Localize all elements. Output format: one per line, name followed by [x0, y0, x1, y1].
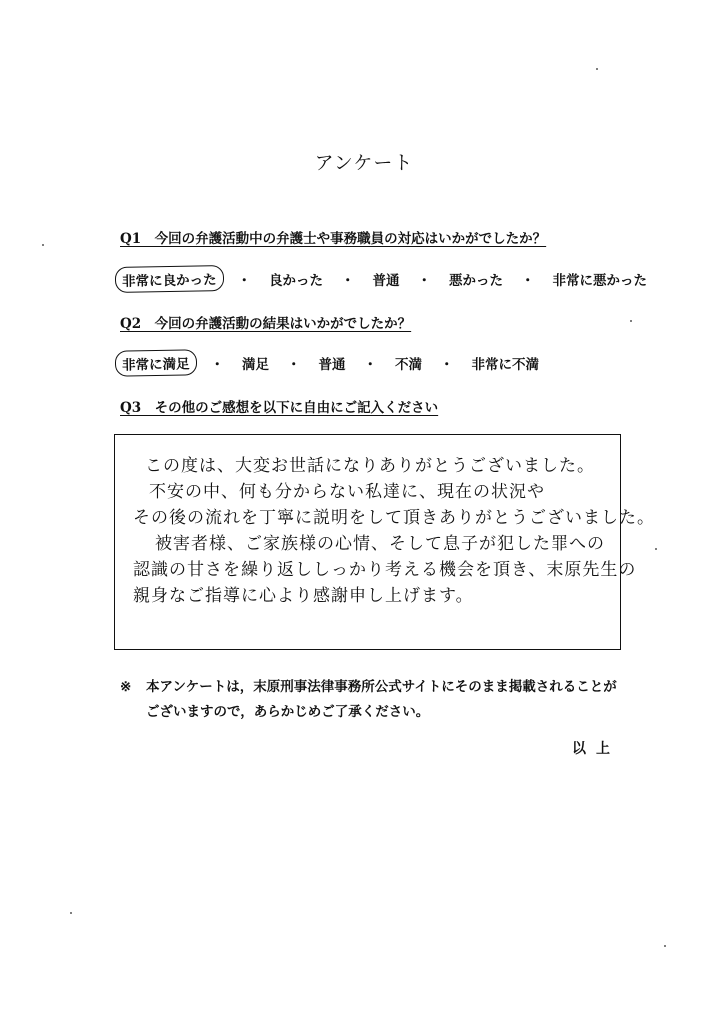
option-separator: ・ [440, 357, 454, 373]
q1-option-very-good[interactable]: 非常に良かった [115, 265, 224, 293]
scan-speck [630, 320, 632, 322]
q2-option-satisfied[interactable]: 満足 [242, 357, 269, 373]
comment-line: この度は、大変お世話になりありがとうございました。 [145, 456, 595, 476]
comment-line: 被害者様、ご家族様の心情、そして息子が犯した罪への [155, 534, 605, 554]
option-separator: ・ [287, 357, 301, 373]
comment-box[interactable] [114, 434, 655, 650]
note-text: 本アンケートは，末原刑事法律事務所公式サイトにそのまま掲載されることがございますので，あらかじめご了承ください。 [146, 679, 617, 720]
question-1-options [115, 266, 651, 292]
option-separator: ・ [210, 357, 224, 373]
q1-option-good[interactable]: 良かった [269, 273, 323, 289]
page-title: アンケート [314, 152, 414, 174]
comment-line: 認識の甘さを繰り返ししっかり考える機会を頂き、末原先生の [133, 560, 637, 580]
option-separator: ・ [341, 273, 355, 289]
q2-option-very-satisfied[interactable]: 非常に満足 [115, 349, 197, 376]
scan-speck [664, 945, 666, 947]
question-2-options [115, 350, 543, 376]
comment-line: 不安の中、何も分からない私達に、現在の状況や [149, 482, 545, 502]
option-separator: ・ [521, 273, 535, 289]
handwritten-comment [133, 453, 655, 609]
question-1: Q1 今回の弁護活動中の弁護士や事務職員の対応はいかがでしたか？ [120, 231, 547, 247]
reference-mark-icon: ※ [120, 679, 132, 695]
q2-option-normal[interactable]: 普通 [318, 357, 346, 373]
question-3: Q3 その他のご感想を以下に自由にご記入ください [120, 400, 439, 416]
q1-option-very-bad[interactable]: 非常に悪かった [552, 273, 647, 289]
publication-note [120, 675, 620, 725]
option-separator: ・ [237, 273, 251, 289]
q1-option-bad[interactable]: 悪かった [449, 273, 503, 289]
comment-line: 親身なご指導に心より感謝申し上げます。 [133, 586, 474, 606]
q2-option-dissatisfied[interactable]: 不満 [395, 357, 422, 373]
closing-mark: 以上 [572, 741, 620, 757]
scan-speck [655, 548, 657, 550]
scan-speck [596, 68, 598, 70]
q1-option-normal[interactable]: 普通 [372, 273, 400, 289]
q2-option-very-dissatisfied[interactable]: 非常に不満 [471, 357, 539, 373]
option-separator: ・ [363, 357, 377, 373]
question-2: Q2 今回の弁護活動の結果はいかがでしたか？ [120, 316, 412, 332]
scan-speck [70, 912, 72, 914]
comment-line: その後の流れを丁寧に説明をして頂きありがとうございました。 [133, 508, 655, 528]
option-separator: ・ [417, 273, 431, 289]
scan-speck [42, 244, 44, 246]
